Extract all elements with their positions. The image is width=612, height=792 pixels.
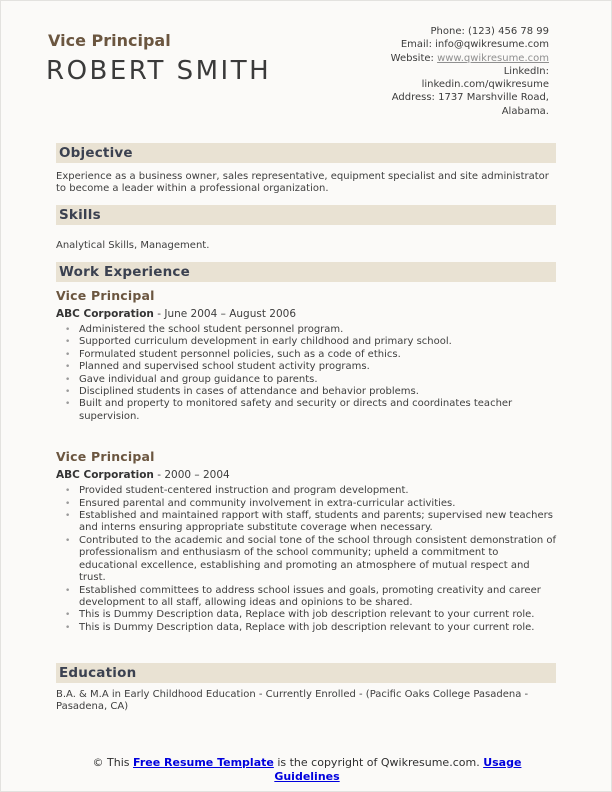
footer-prefix: © This (92, 756, 134, 769)
contact-line-label: Website: (390, 52, 438, 64)
section-header-education: Education (56, 663, 556, 683)
contact-line (391, 52, 549, 65)
job-company-dates: ABC Corporation - 2000 – 2004 (56, 469, 230, 482)
candidate-name: ROBERT SMITH (46, 56, 272, 86)
contact-line: Alabama. (501, 105, 549, 117)
bullet-item: • Disciplined students in cases of attendance and behavior problems. (56, 386, 557, 398)
website-link[interactable]: www.qwikresume.com (437, 52, 549, 64)
bullet-item: • Contributed to the academic and social tone of the school through consistent demonstration of professionalism and enthusiasm of the school community; upheld a commitment to educational excellence, establishing and promoting an atmosphere of mutual respect and trust. (56, 535, 557, 585)
copyright-footer (1, 756, 612, 783)
bullet-item: • Established and maintained rapport with staff, students and parents; supervised new teachers and interns ensuring appropriate substitute coverage when necessary. (56, 510, 557, 535)
objective-text: Experience as a business owner, sales representative, equipment specialist and site administrator to become a leader within a professional organization. (56, 171, 549, 194)
bullet-item: • This is Dummy Description data, Replace with job description relevant to your current role. (56, 609, 557, 621)
job-entry (56, 288, 557, 423)
section-header-skills: Skills (56, 205, 556, 225)
job-company-dates: ABC Corporation - June 2004 – August 2006 (56, 308, 297, 320)
footer-middle: is the copyright of Qwikresume.com. (273, 756, 484, 769)
education-text: B.A. & M.A in Early Childhood Education - Currently Enrolled - (Pacific Oaks College Pasadena - Pasadena, CA) (56, 689, 529, 713)
contact-line: linkedin.com/qwikresume (421, 79, 549, 91)
section-header-objective: Objective (56, 143, 556, 163)
bullet-item: • Administered the school student personnel program. (56, 324, 557, 336)
bullet-item: • Established committees to address school issues and goals, promoting creativity and career development to all staff, allowing ideas and opinions to be shared. (56, 585, 557, 610)
bullet-item: • Ensured parental and community involvement in extra-curricular activities. (56, 498, 557, 510)
contact-line: Email: info@qwikresume.com (400, 39, 549, 51)
section-header-work-experience: Work Experience (56, 262, 556, 282)
skills-text: Analytical Skills, Management. (56, 240, 210, 251)
bullet-item: • Gave individual and group guidance to parents. (56, 374, 557, 386)
job-bullet-list (56, 324, 557, 423)
job-title: Vice Principal (56, 288, 155, 303)
company-name: ABC Corporation (56, 308, 154, 320)
bullet-item: • Provided student-centered instruction and program development. (56, 485, 557, 497)
bullet-item: • Supported curriculum development in early childhood and primary school. (56, 336, 557, 348)
contact-info-block (391, 25, 549, 118)
header-role-title: Vice Principal (48, 31, 171, 50)
company-name: ABC Corporation (56, 469, 154, 482)
bullet-item: • Built and property to monitored safety and security or directs and coordinates teacher supervision. (56, 398, 557, 423)
job-bullet-list (56, 485, 557, 634)
contact-line: Phone: (123) 456 78 99 (430, 26, 549, 37)
usage-guidelines-link[interactable]: Usage Guidelines (274, 756, 522, 783)
job-entry (56, 449, 557, 634)
contact-line: Address: 1737 Marshville Road, (391, 92, 549, 104)
bullet-item: • Planned and supervised school student activity programs. (56, 361, 557, 373)
bullet-item: • Formulated student personnel policies, such as a code of ethics. (56, 349, 557, 361)
free-resume-template-link[interactable]: Free Resume Template (133, 756, 274, 769)
contact-line: LinkedIn: (503, 65, 549, 77)
work-experience-list (56, 288, 557, 634)
bullet-item: • This is Dummy Description data, Replace with job description relevant to your current role. (56, 622, 557, 634)
footer-text (82, 756, 532, 783)
job-title: Vice Principal (56, 449, 155, 465)
